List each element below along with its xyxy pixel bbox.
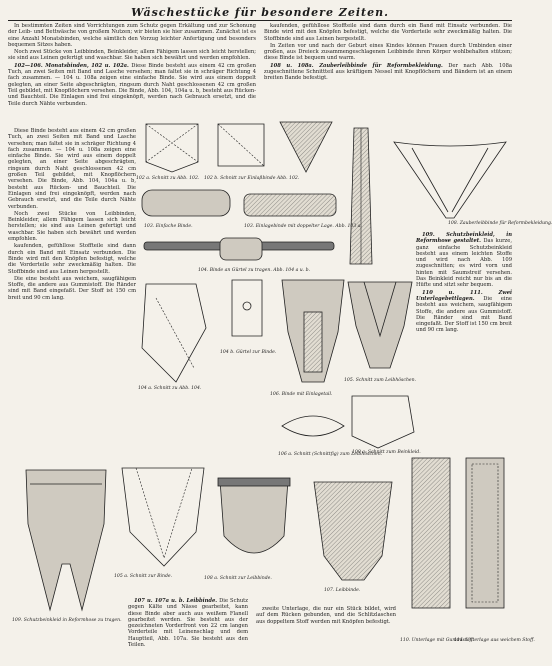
figure-107 — [308, 476, 398, 586]
figure-108 — [390, 138, 510, 223]
caption-104b: 104 b. Gürtel zur Binde. — [220, 350, 277, 355]
page — [8, 6, 552, 660]
figure-104b — [222, 276, 272, 346]
caption-105a: 105 a. Schnitt zur Binde. — [114, 574, 173, 579]
caption-103a: 103. Einlagebinde mit doppelter Lage. Abb. 103 a. — [244, 224, 362, 229]
intro-paragraph-2: Noch zwei Stücke von Leibbinden, Beinkleider, allem Fähigem lassen sich leicht herstellen; sie sind aus Leinen gefertigt und waschbar. Sie haben sich bewährt und werden empfohlen. — [8, 49, 256, 62]
figure-106-pattern — [116, 462, 210, 572]
column2-paragraph-b: In Zeiten vor und nach der Geburt eines Kindes können Frauen durch Umbinden einer großen, aus Dreieck zusammengeschlagenen Leibbinde ihren Körper wohlbehalten stützen; diese Binde ist bequem und warm. — [264, 42, 512, 62]
section-text-109: Das kurze, ganz einfache Schutzbeinkleid besteht aus einem leichten Stoffe und wird nach Abb. 109 zugeschnitten; es wird vorn und hinten mit Saumstreif versehen. Das Beinkleid reicht nur bis an die Hüfte und sitzt sehr bequem. — [416, 238, 513, 289]
section-text-107: Die Schutz gegen Kälte und Nässe gearbeitet, kann diese Binde aber auch aus weißem Flanell gearbeitet werden. Sie besteht aus der gezeichneten Vorderfront von 22 cm langen Vorderteile mit Leinenschlag und dem Hauptteil, Abb. 107a. Sie besteht aus den Teilen. — [128, 598, 248, 649]
caption-105: 105. Schnitt zum Leibhöschen. — [344, 378, 417, 383]
section-heading-109: 109. Schutzbeinkleid, in Reformhose gestaltet. — [416, 232, 512, 245]
figure-104a — [136, 278, 216, 388]
figure-103a — [140, 186, 340, 224]
figure-102b — [212, 118, 272, 178]
caption-108: 108. Zauberleibbinde für Reformbekleidung. — [448, 221, 552, 226]
figure-102 — [276, 116, 336, 176]
caption-106: 106. Binde mit Einlagetail. — [270, 392, 333, 397]
column2-paragraph-a: kaufenden, gefühllose Stoffteile sind dann durch ein Band mit Einsatz verbunden. Die Binde wird mit den Knöpfen befestigt, welche die Vorderteile sehr zweckmäßig halten. Die Stoffbinde sind aus Leinen hergestellt. — [264, 23, 512, 42]
caption-111: 111. Unterlage aus weichem Stoff. — [454, 638, 535, 643]
figure-109a — [348, 392, 418, 452]
section-heading-108: 108 u. 108a. Zauberleibbinde für Reformbekleidung. — [270, 62, 443, 69]
caption-108a: 108 a. Schnitt zur Leibbinde. — [204, 576, 272, 581]
section-text-110: Die eine besteht aus weichem, saugfähigem Stoffe, die andere aus Gummistoff. Die Ränder sind mit Band eingefaßt. Der Stoff ist 150 cm breit und 90 cm lang. — [416, 295, 512, 334]
lower-left-text-d: Die eine besteht aus weichem, saugfähigem Stoffe, die andere aus Gummistoff. Die Ränder sind mit Band eingefaßt. Der Stoff ist 150 cm breit und 90 cm lang. — [8, 275, 136, 301]
caption-102a: 102 a. Schnitt zu Abb. 102. — [136, 176, 200, 181]
lower-left-text-b: Noch zwei Stücke von Leibbinden, Beinkleider, allem Fähigem lassen sich leicht herstellen; sie sind aus Leinen gefertigt und waschbar. Sie haben sich bewährt und werden empfohlen. — [8, 210, 136, 243]
title-rule — [8, 20, 512, 21]
lower-left-text-c: kaufenden, gefühllose Stoffteile sind dann durch ein Band mit Einsatz verbunden. Die Binde wird mit den Knöpfen befestigt, welche die Vorderteile sehr zweckmäßig halten. Die Stoffbinde sind aus Leinen hergestellt. — [8, 243, 136, 275]
text-column-left — [8, 23, 256, 125]
figure-111 — [460, 454, 510, 624]
caption-102b: 102 b. Schnitt zur Einlaßbinde Abb. 102. — [204, 176, 300, 181]
text-column-lower-right — [416, 232, 512, 452]
bottom-paragraph: zweite Unterlage, die nur ein Stück bildet, wird auf dem Rücken gebunden, und die Schlitzlaschen aus doppeltem Stoff werden mit Knöpfen befestigt. — [256, 606, 396, 625]
figure-103 — [346, 124, 376, 274]
section-heading-110: 110 u. 111. Zwei Unterlagebettlagen. — [416, 289, 512, 302]
caption-106a: 106 a. Schnitt (Schnittfig) zum Leibhöschen. — [278, 452, 383, 457]
caption-109: 109. Schutzbeinkleid in Reformhose zu tragen. — [12, 618, 122, 623]
text-column-lower-left — [8, 128, 136, 448]
text-bottom-107 — [128, 598, 248, 658]
section-heading-102: 102—106. Monatsbinden, 102 u. 102a. — [14, 62, 129, 69]
caption-103: 103. Einfache Binde. — [144, 224, 193, 229]
caption-104a: 104 a. Schnitt zu Abb. 104. — [138, 386, 202, 391]
figure-108-full — [212, 474, 296, 574]
caption-104: 104. Binde an Gürtel zu tragen. Abb. 104 a u. b. — [198, 268, 311, 273]
section-text-108: Der nach Abb. 108a zugeschnittene Schnittteil aus kräftigem Nessel mit Knopflöchern und Bändern ist an einem breiten Bande befestigt. — [264, 62, 513, 82]
section-text-102: Diese Binde besteht aus einem 42 cm großen Tuch, an zwei Seiten mit Band und Lasche versehen; man faltet sie in schräger Richtung 4 fach zusammen. — 104 u. 108a zeigen eine einfache Binde. Sie wird aus einem doppelt gelegten, an einer Seite abgeschrägten, ringsum durch Naht geschlossenen 42 cm großen Teil gebildet, mit Knopflöchern versehen. Die Binde, Abb. 104, 104a u. b, besteht aus Rücken- und Bauchteil. Die Einlagen sind frei eingeknöpft, werden nach Gebrauch ersetzt, und die Teile durch Nähte verbunden. — [8, 62, 256, 107]
figure-104 — [140, 232, 340, 268]
caption-107: 107. Leibbinde. — [324, 588, 361, 593]
section-heading-107: 107 u. 107a u. b. Leibbinde. — [134, 598, 218, 604]
figure-109 — [20, 464, 112, 614]
figure-102a — [138, 118, 208, 178]
caption-109a: 109 a. Schnitt zum Beinkleid. — [352, 450, 421, 455]
figure-105 — [344, 276, 416, 376]
page-title: Wäschestücke für besondere Zeiten. — [131, 6, 389, 19]
lower-left-text: Diese Binde besteht aus einem 42 cm großen Tuch, an zwei Seiten mit Band und Lasche versehen; man faltet sie in schräger Richtung 4 fach zusammen. — 104 u. 108a zeigen eine einfache Binde. Sie wird aus einem doppelt gelegten, an einer Seite abgeschrägten, ringsum durch Naht geschlossenen 42 cm großen Teil gebildet, mit Knopflöchern versehen. Die Binde, Abb. 104, 104a u. b, besteht aus Rücken- und Bauchteil. Die Einlagen sind frei eingeknöpft, werden nach Gebrauch ersetzt, und die Teile durch Nähte verbunden. — [8, 128, 136, 210]
intro-paragraph-1: In bestimmten Zeiten sind Vorrichtungen zum Schutz gegen Erkältung und zur Schonung der Leib- und Bettwäsche von großem Nutzen; wir bieten sie hier zusammen. Zunächst ist es eine Anzahl Monatsbinden, welche sämtlich den Vorzug leichter Anfertigung und besonders bequemen Sitzes haben. — [8, 23, 256, 48]
figure-105a — [278, 402, 348, 452]
figure-110 — [406, 454, 456, 624]
text-bottom-right — [256, 606, 396, 658]
caption-110: 110. Unterlage mit Gummistoff. — [400, 638, 475, 643]
figure-106 — [276, 272, 350, 392]
